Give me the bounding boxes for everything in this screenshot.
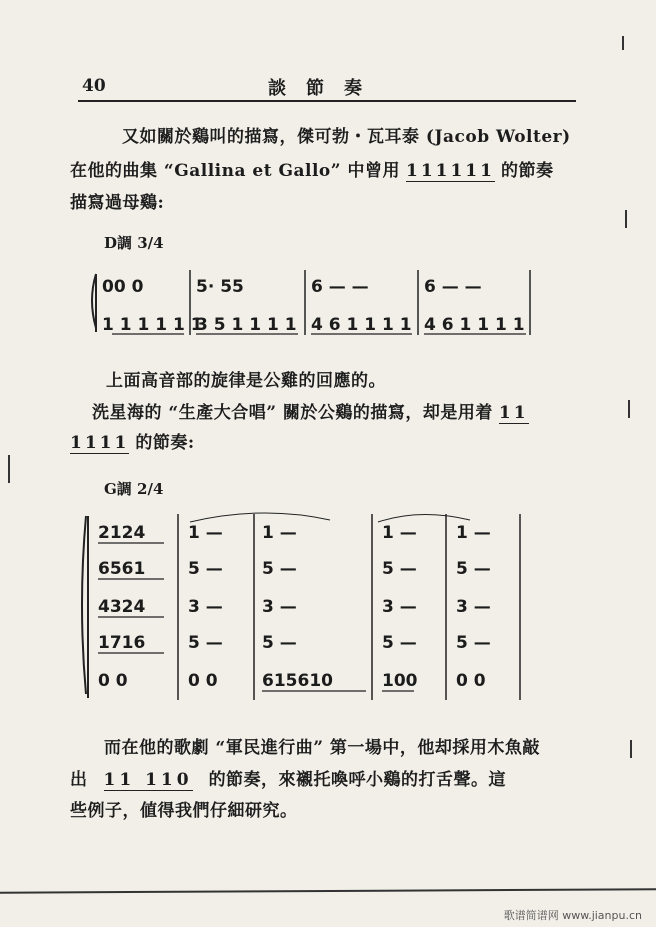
paragraph-3-line-2-tail: 的節奏:: [135, 433, 195, 453]
score-2-row3-m1: 4324: [98, 597, 146, 617]
score-2-key-label: G調 2/4: [104, 480, 164, 498]
running-head: 談節奏: [268, 78, 382, 99]
paragraph-3-line-1-text: 洗星海的 “生產大合唱” 關於公鷄的描寫，却是用着: [92, 403, 493, 423]
score-2-row1-m5: 1 —: [456, 523, 491, 543]
score-1-lower-m2: 3 5 1 1 1 1: [196, 315, 297, 335]
score-1-upper-m2: 5· 55: [196, 277, 244, 297]
paragraph-4-line-2-tail: 的節奏，來襯托喚呼小鷄的打舌聲。這: [208, 770, 507, 790]
score-2-row3-m3: 3 —: [262, 597, 297, 617]
score-2-brace: [82, 516, 86, 694]
inline-rhythm-notes-2: 11: [498, 403, 529, 423]
score-2-row1-m2: 1 —: [188, 523, 223, 543]
score-2-row5-m3: 615610: [262, 671, 333, 691]
score-2-row5-m4: 100: [382, 671, 418, 691]
score-2-row1-m4: 1 —: [382, 523, 417, 543]
score-1-upper-m4: 6 — —: [424, 277, 482, 297]
score-1-key-label: D調 3/4: [104, 234, 164, 252]
watermark: 歌谱简谱网 www.jianpu.cn: [503, 909, 642, 922]
score-2-row2-m5: 5 —: [456, 559, 491, 579]
paragraph-1-line-2-tail: 的節奏: [500, 161, 554, 181]
score-2-row3-m4: 3 —: [382, 597, 417, 617]
score-2-row5-m2: 0 0: [188, 671, 218, 691]
score-2-row2-m3: 5 —: [262, 559, 297, 579]
page-number: 40: [82, 76, 106, 96]
score-1-lower-m1: 1 1 1 1 1 1: [102, 315, 203, 335]
score-2-row1-m3: 1 —: [262, 523, 297, 543]
score-2-row3-m2: 3 —: [188, 597, 223, 617]
score-2-row3-m5: 3 —: [456, 597, 491, 617]
paragraph-1-line-1: 又如關於鷄叫的描寫，傑可勃・瓦耳泰 (Jacob Wolter): [122, 127, 571, 147]
score-1-lower-m3: 4 6 1 1 1 1: [311, 315, 412, 335]
score-2-row2-m4: 5 —: [382, 559, 417, 579]
inline-rhythm-notes-3: 1111: [70, 433, 130, 453]
paragraph-4-line-2-head: 出: [70, 770, 88, 790]
score-2-row2-m2: 5 —: [188, 559, 223, 579]
score-2-row5-m1: 0 0: [98, 671, 128, 691]
score-2-row1-m1: 2124: [98, 523, 146, 543]
score-2-row4-m1: 1716: [98, 633, 146, 653]
paragraph-4-line-1: 而在他的歌劇 “軍民進行曲” 第一場中，他却採用木魚敲: [104, 738, 540, 758]
score-1-lower-m4: 4 6 1 1 1 1: [424, 315, 525, 335]
score-2-row4-m4: 5 —: [382, 633, 417, 653]
score-1-upper-m1: 00 0: [102, 277, 144, 297]
paragraph-4-line-2: [70, 765, 506, 791]
inline-rhythm-notes-1: 111111: [405, 161, 495, 181]
score-2-tie-2: [378, 514, 470, 522]
score-2-tie-1: [190, 513, 330, 522]
score-2-row2-m1: 6561: [98, 559, 146, 579]
paragraph-2: 上面高音部的旋律是公雞的回應的。: [106, 371, 386, 391]
score-2-row5-m5: 0 0: [456, 671, 486, 691]
paragraph-1-line-2-text: 在他的曲集 “Gallina et Gallo” 中曾用: [70, 161, 400, 181]
paragraph-4-line-3: 些例子，値得我們仔細研究。: [70, 801, 298, 821]
score-1-upper-m3: 6 — —: [311, 277, 369, 297]
score-2-row4-m5: 5 —: [456, 633, 491, 653]
inline-rhythm-notes-4: 11 110: [103, 770, 193, 790]
score-2-row4-m2: 5 —: [188, 633, 223, 653]
paragraph-1-line-3: 描寫過母鷄:: [70, 193, 165, 213]
score-2-row4-m3: 5 —: [262, 633, 297, 653]
